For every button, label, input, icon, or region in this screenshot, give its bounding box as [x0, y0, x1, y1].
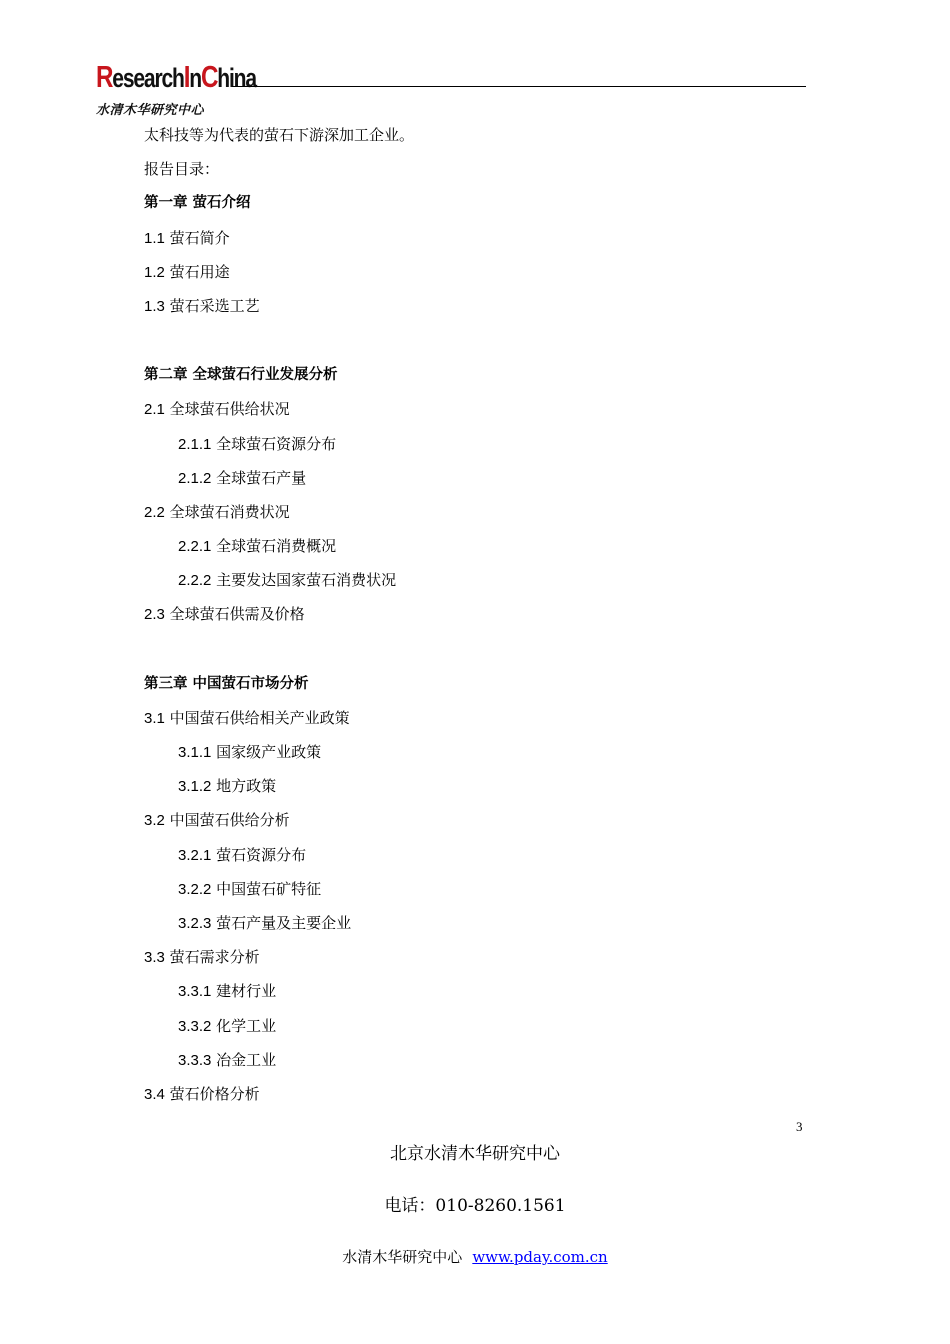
- toc-number: 3.3.2: [178, 1017, 212, 1035]
- toc-title: 全球萤石供需及价格: [169, 605, 305, 624]
- toc-section: [144, 1077, 804, 1111]
- toc-number: 2.1: [144, 401, 165, 419]
- toc-subsection: [144, 461, 804, 495]
- toc-section: [144, 597, 804, 631]
- toc-title: 化学工业: [216, 1016, 277, 1035]
- toc-number: 2.2: [144, 503, 165, 521]
- footer-web-link[interactable]: www.pday.com.cn: [472, 1248, 608, 1266]
- toc-title: 萤石采选工艺: [169, 296, 260, 315]
- chapter-heading: 第三章 中国萤石市场分析: [144, 675, 309, 692]
- page-header: [96, 59, 808, 118]
- toc-subsection: [144, 529, 804, 563]
- toc-section: [144, 221, 804, 255]
- toc-subsection: [144, 974, 804, 1008]
- toc-title: 中国萤石供给相关产业政策: [169, 708, 350, 727]
- paragraph-text: 太科技等为代表的萤石下游深加工企业。: [144, 126, 415, 144]
- document-body: [144, 118, 804, 1111]
- toc-number: 2.2.2: [178, 572, 212, 590]
- page-number: 3: [796, 1119, 803, 1134]
- toc-number: 1.3: [144, 297, 165, 315]
- toc-number: 3.2: [144, 812, 165, 830]
- toc-number: 2.3: [144, 606, 165, 624]
- toc-subsection: [144, 838, 804, 872]
- toc-number: 3.3: [144, 949, 165, 967]
- logo-english-text: [96, 59, 256, 94]
- toc-subsection: [144, 735, 804, 769]
- toc-title: 全球萤石供给状况: [169, 400, 290, 419]
- toc-title: 地方政策: [216, 777, 277, 796]
- toc-title: 中国萤石供给分析: [169, 811, 290, 830]
- toc-section: [144, 255, 804, 289]
- toc-number: 2.1.2: [178, 469, 212, 487]
- toc-title: 建材行业: [216, 982, 277, 1001]
- toc-subsection: [144, 1009, 804, 1043]
- logo-chinese-text: 水清木华研究中心: [96, 103, 205, 118]
- toc-title: 国家级产业政策: [216, 743, 322, 761]
- toc-section: [144, 803, 804, 837]
- toc-title: 萤石需求分析: [169, 948, 260, 967]
- chapter-heading: 第一章 萤石介绍: [144, 195, 251, 212]
- paragraph-text: 报告目录：: [144, 160, 220, 179]
- header-rule: [232, 86, 806, 87]
- toc-number: 3.3.1: [178, 983, 212, 1001]
- toc-number: 1.1: [144, 229, 165, 247]
- toc-title: 全球萤石产量: [216, 468, 307, 487]
- toc-subsection: [144, 906, 804, 940]
- toc-subsection: [144, 427, 804, 461]
- logo-letters: R: [96, 59, 113, 94]
- toc-title: 萤石资源分布: [216, 845, 307, 864]
- toc-number: 3.4: [144, 1085, 165, 1103]
- toc-number: 3.1.2: [178, 778, 212, 796]
- toc-number: 2.2.1: [178, 538, 212, 556]
- toc-number: 3.2.3: [178, 914, 212, 932]
- toc-title: 萤石用途: [169, 262, 230, 281]
- logo-letters: I: [183, 59, 190, 94]
- toc-number: 3.2.2: [178, 880, 212, 898]
- toc-number: 3.3.3: [178, 1051, 212, 1069]
- toc-title: 萤石产量及主要企业: [216, 913, 352, 932]
- footer-website: [0, 1246, 950, 1267]
- toc-section: [144, 940, 804, 974]
- logo-letters: n: [189, 63, 201, 93]
- toc-number: 2.1.1: [178, 435, 212, 453]
- toc-title: 冶金工业: [216, 1050, 277, 1069]
- toc-title: 全球萤石消费概况: [216, 537, 337, 556]
- toc-number: 3.1.1: [178, 744, 212, 761]
- footer-organization: 北京水清木华研究中心: [390, 1144, 560, 1164]
- toc-section: [144, 289, 804, 323]
- footer-phone: 电话：010-8260.1561: [384, 1196, 566, 1216]
- toc-section: [144, 701, 804, 735]
- toc-subsection: [144, 872, 804, 906]
- blank-line: [144, 323, 804, 358]
- toc-number: 3.2.1: [178, 846, 212, 864]
- toc-number: 1.2: [144, 263, 165, 281]
- toc-title: 中国萤石矿特征: [216, 879, 322, 898]
- toc-subsection: [144, 769, 804, 803]
- toc-title: 萤石简介: [169, 228, 230, 247]
- logo-letters: esearch: [112, 63, 184, 93]
- toc-title: 萤石价格分析: [169, 1084, 260, 1103]
- logo-letters: C: [200, 59, 218, 94]
- chapter-heading: 第二章 全球萤石行业发展分析: [144, 367, 338, 384]
- footer-web-label: 水清木华研究中心: [342, 1248, 463, 1266]
- toc-title: 主要发达国家萤石消费状况: [216, 571, 397, 590]
- logo-letters: hina: [217, 63, 256, 93]
- toc-title: 全球萤石资源分布: [216, 434, 337, 453]
- toc-subsection: [144, 1043, 804, 1077]
- toc-title: 全球萤石消费状况: [169, 502, 290, 521]
- toc-section: [144, 495, 804, 529]
- toc-section: [144, 392, 804, 426]
- research-in-china-logo: [96, 59, 256, 118]
- toc-subsection: [144, 563, 804, 597]
- blank-line: [144, 632, 804, 667]
- toc-number: 3.1: [144, 709, 165, 727]
